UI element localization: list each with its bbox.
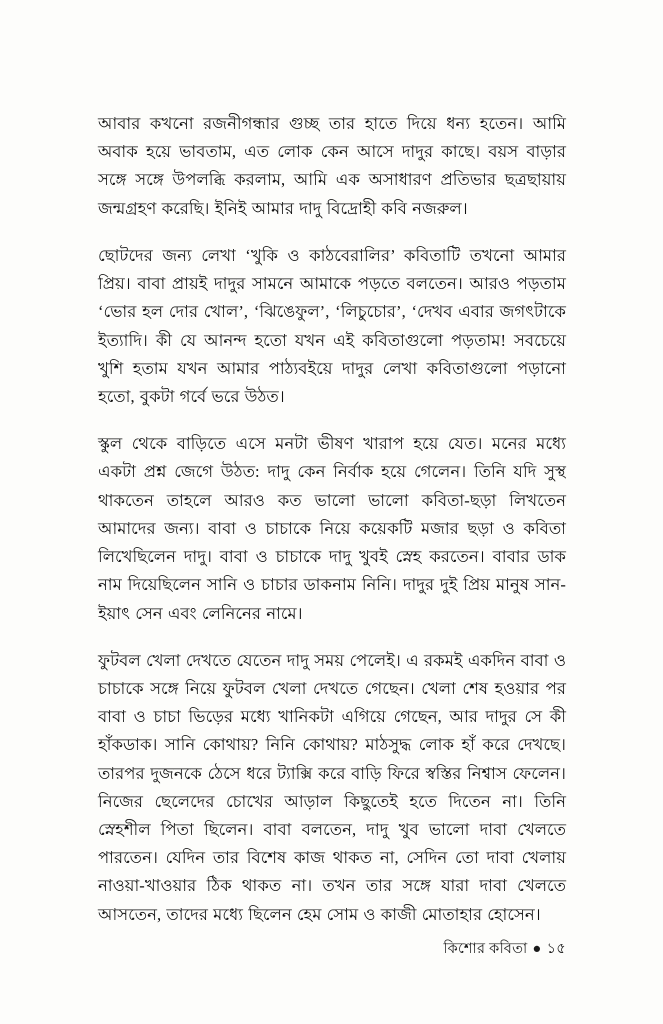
page-body-text	[98, 110, 566, 929]
paragraph: আবার কখনো রজনীগন্ধার গুচ্ছ তার হাতে দিয়ে ধন্য হতেন। আমি অবাক হয়ে ভাবতাম, এত লোক কেন আসে দাদুর কাছে। বয়স বাড়ার সঙ্গে সঙ্গে উপলব্ধি করলাম, আমি এক অসাধারণ প্রতিভার ছত্রছায়ায় জন্মগ্রহণ করেছি। ইনিই আমার দাদু বিদ্রোহী কবি নজরুল।	[98, 114, 566, 218]
page-number: ১৫	[546, 941, 566, 957]
paragraph: স্কুল থেকে বাড়িতে এসে মনটা ভীষণ খারাপ হয়ে যেত। মনের মধ্যে একটা প্রশ্ন জেগে উঠত: দাদু কেন নির্বাক হয়ে গেলেন। তিনি যদি সুস্থ থাকতেন তাহলে আরও কত ভালো ভালো কবিতা-ছড়া লিখতেন আমাদের জন্য। বাবা ও চাচাকে নিয়ে কয়েকটি মজার ছড়া ও কবিতা লিখেছিলেন দাদু। বাবা ও চাচাকে দাদু খুবই স্নেহ করতেন। বাবার ডাক নাম দিয়েছিলেন সানি ও চাচার ডাকনাম নিনি। দাদুর দুই প্রিয় মানুষ সান-ইয়াৎ সেন এবং লেনিনের নামে।	[98, 434, 566, 623]
footer-separator-dot: ●	[532, 941, 542, 957]
paragraph: ফুটবল খেলা দেখতে যেতেন দাদু সময় পেলেই। এ রকমই একদিন বাবা ও চাচাকে সঙ্গে নিয়ে ফুটবল খেলা দেখতে গেছেন। খেলা শেষ হওয়ার পর বাবা ও চাচা ভিড়ের মধ্যে খানিকটা এগিয়ে গেছেন, আর দাদুর সে কী হাঁকডাক। সানি কোথায়? নিনি কোথায়? মাঠসুদ্ধ লোক হাঁ করে দেখছে। তারপর দুজনকে ঠেসে ধরে ট্যাক্সি করে বাড়ি ফিরে স্বস্তির নিশ্বাস ফেলেন। নিজের ছেলেদের চোখের আড়াল কিছুতেই হতে দিতেন না। তিনি স্নেহশীল পিতা ছিলেন। বাবা বলতেন, দাদু খুব ভালো দাবা খেলতে পারতেন। যেদিন তার বিশেষ কাজ থাকত না, সেদিন তো দাবা খেলায় নাওয়া-খাওয়ার ঠিক থাকত না। তখন তার সঙ্গে যারা দাবা খেলতে আসতেন, তাদের মধ্যে ছিলেন হেম সোম ও কাজী মোতাহার হোসেন।	[98, 650, 566, 924]
footer-book-title: কিশোর কবিতা	[443, 941, 528, 957]
page-footer	[98, 938, 566, 962]
paragraph: ছোটদের জন্য লেখা ‘খুকি ও কাঠবেরালির’ কবিতাটি তখনো আমার প্রিয়। বাবা প্রায়ই দাদুর সামনে আমাকে পড়তে বলতেন। আরও পড়তাম ‘ভোর হল দোর খোল’, ‘ঝিঙেফুল’, ‘লিচুচোর’, ‘দেখব এবার জগৎটাকে ইত্যাদি। কী যে আনন্দ হতো যখন এই কবিতাগুলো পড়তাম! সবচেয়ে খুশি হতাম যখন আমার পাঠ্যবইয়ে দাদুর লেখা কবিতাগুলো পড়ানো হতো, বুকটা গর্বে ভরে উঠত।	[98, 245, 566, 406]
